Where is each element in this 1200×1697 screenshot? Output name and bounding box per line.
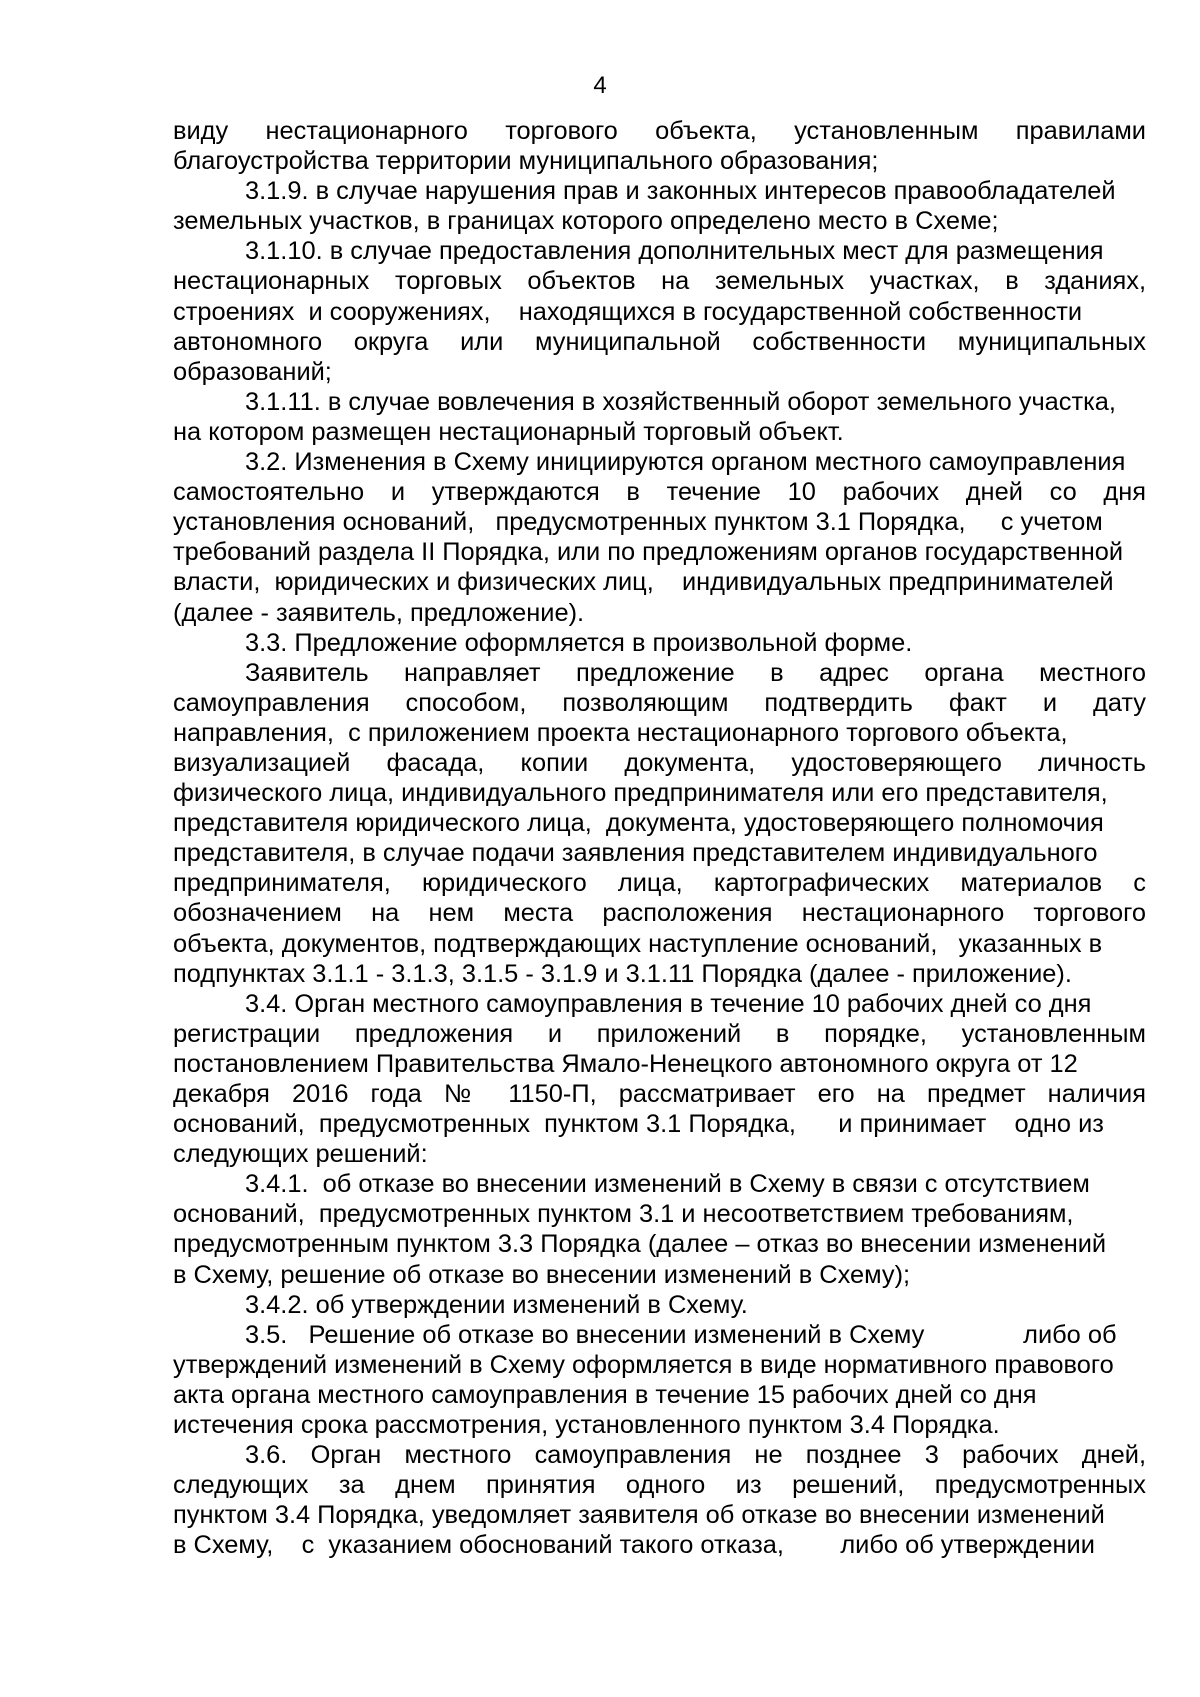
text-line: утверждений изменений в Схему оформляется в виде нормативного правового (173, 1350, 1114, 1379)
text-line: постановлением Правительства Ямало-Ненецкого автономного округа от 12 (173, 1049, 1078, 1078)
document-body (173, 116, 1146, 1561)
text-line: требований раздела II Порядка, или по предложениям органов государственной (173, 538, 1124, 567)
text-line: установления оснований, предусмотренных пунктом 3.1 Порядка, с учетом (173, 508, 1103, 537)
text-line: Заявитель направляет предложение в адрес органа местного (245, 658, 1146, 687)
text-line: нестационарных торговых объектов на земельных участках, в зданиях, (173, 267, 1146, 296)
text-line: декабря 2016 года № 1150-П, рассматривает его на предмет наличия (173, 1080, 1146, 1108)
text-line: предпринимателя, юридического лица, картографических материалов с (173, 869, 1146, 898)
text-line: 3.4.2. об утверждении изменений в Схему. (245, 1290, 748, 1319)
text-line: представителя, в случае подачи заявления представителем индивидуального (173, 839, 1098, 868)
text-line: 3.4.1. об отказе во внесении изменений в Схему в связи с отсутствием (245, 1170, 1090, 1199)
text-line: самоуправления способом, позволяющим подтвердить факт и дату (173, 688, 1146, 717)
text-line: пунктом 3.4 Порядка, уведомляет заявителя об отказе во внесении изменений (173, 1501, 1105, 1530)
text-line: 3.1.10. в случае предоставления дополнительных мест для размещения (245, 237, 1104, 266)
text-line: обозначением на нем места расположения нестационарного торгового (173, 899, 1146, 928)
text-line: 3.6. Орган местного самоуправления не позднее 3 рабочих дней, (245, 1441, 1146, 1470)
text-line: виду нестационарного торгового объекта, установленным правилами (173, 117, 1146, 145)
text-line: 3.3. Предложение оформляется в произвольной форме. (245, 628, 913, 657)
page-number: 4 (593, 72, 607, 99)
text-line: визуализацией фасада, копии документа, удостоверяющего личность (173, 748, 1146, 777)
text-line: оснований, предусмотренных пунктом 3.1 Порядка, и принимает одно из (173, 1110, 1104, 1139)
text-line: самостоятельно и утверждаются в течение 10 рабочих дней со дня (173, 478, 1146, 507)
text-line: 3.1.9. в случае нарушения прав и законных интересов правообладателей (245, 177, 1116, 206)
text-line: физического лица, индивидуального предпринимателя или его представителя, (173, 779, 1108, 808)
text-line: оснований, предусмотренных пунктом 3.1 и несоответствием требованиям, (173, 1200, 1074, 1229)
text-line: истечения срока рассмотрения, установленного пунктом 3.4 Порядка. (173, 1411, 1000, 1440)
text-line: образований; (173, 357, 332, 386)
text-line: строениях и сооружениях, находящихся в государственной собственности (173, 297, 1083, 326)
text-line: благоустройства территории муниципального образования; (173, 147, 879, 176)
text-line: объекта, документов, подтверждающих наступление оснований, указанных в (173, 929, 1103, 958)
text-line: подпунктах 3.1.1 - 3.1.3, 3.1.5 - 3.1.9 и 3.1.11 Порядка (далее - приложение). (173, 959, 1072, 988)
text-line: власти, юридических и физических лиц, индивидуальных предпринимателей (173, 568, 1114, 597)
text-line: регистрации предложения и приложений в порядке, установленным (173, 1019, 1146, 1048)
text-line: следующих за днем принятия одного из решений, предусмотренных (173, 1471, 1146, 1500)
text-line: в Схему, решение об отказе во внесении изменений в Схему); (173, 1260, 911, 1289)
text-line: (далее - заявитель, предложение). (173, 598, 585, 627)
text-line: 3.4. Орган местного самоуправления в течение 10 рабочих дней со дня (245, 989, 1092, 1018)
text-line: на котором размещен нестационарный торговый объект. (173, 417, 844, 446)
text-line: направления, с приложением проекта нестационарного торгового объекта, (173, 718, 1068, 747)
text-line: 3.2. Изменения в Схему инициируются органом местного самоуправления (245, 448, 1126, 477)
text-line: земельных участков, в границах которого определено место в Схеме; (173, 207, 999, 236)
text-line: в Схему, с указанием обоснований такого отказа, либо об утверждении (173, 1531, 1095, 1560)
text-line: следующих решений: (173, 1140, 428, 1169)
text-line: представителя юридического лица, документа, удостоверяющего полномочия (173, 809, 1104, 838)
text-line: акта органа местного самоуправления в течение 15 рабочих дней со дня (173, 1380, 1037, 1409)
text-line: 3.1.11. в случае вовлечения в хозяйственный оборот земельного участка, (245, 387, 1116, 416)
text-line: 3.5. Решение об отказе во внесении изменений в Схему либо об (245, 1320, 1117, 1349)
text-line: предусмотренным пунктом 3.3 Порядка (далее – отказ во внесении изменений (173, 1230, 1107, 1259)
text-line: автономного округа или муниципальной собственности муниципальных (173, 327, 1146, 356)
